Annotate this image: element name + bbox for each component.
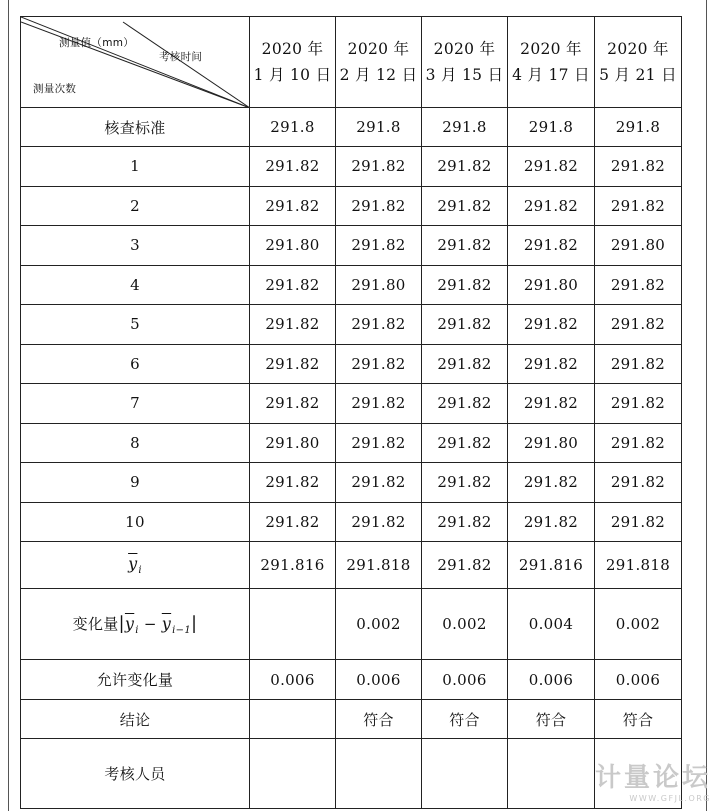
table-cell: 0.002	[422, 589, 508, 660]
table-cell: 291.8	[336, 108, 422, 147]
table-cell: 符合	[508, 700, 595, 739]
measurement-table	[20, 16, 682, 809]
table-cell: 291.82	[336, 463, 422, 503]
table-cell: 0.006	[508, 660, 595, 700]
table-cell: 291.82	[336, 423, 422, 463]
conclusion-row	[21, 700, 682, 739]
measurement-row-9	[21, 463, 682, 503]
table-cell: 291.82	[422, 186, 508, 226]
diag-count-label: 测量次数	[33, 83, 77, 95]
table-cell: 291.82	[595, 147, 682, 187]
mean-subscript: i	[138, 565, 142, 576]
table-cell: 291.82	[422, 344, 508, 384]
table-cell: 291.816	[508, 542, 595, 589]
measurement-number: 1	[21, 147, 250, 187]
table-cell: 291.82	[508, 226, 595, 266]
table-cell: 0.006	[250, 660, 336, 700]
table-cell: 291.82	[595, 186, 682, 226]
date-header-2: 2020 年 2 月 12 日	[336, 17, 422, 108]
table-cell: 291.80	[508, 423, 595, 463]
table-cell: 291.82	[595, 423, 682, 463]
table-cell: 291.82	[336, 147, 422, 187]
table-cell	[250, 700, 336, 739]
measurement-number: 3	[21, 226, 250, 266]
date-header-1: 2020 年 1 月 10 日	[250, 17, 336, 108]
table-cell: 291.82	[250, 502, 336, 542]
table-cell: 291.80	[508, 265, 595, 305]
diagonal-header-cell	[21, 17, 250, 108]
table-cell: 291.818	[336, 542, 422, 589]
table-cell: 291.82	[595, 463, 682, 503]
minus-sign: −	[143, 614, 157, 633]
abs-bar-right: |	[190, 612, 198, 634]
measurement-row-3	[21, 226, 682, 266]
table-cell: 0.004	[508, 589, 595, 660]
table-cell: 291.82	[422, 463, 508, 503]
mean-label	[21, 542, 250, 589]
table-cell: 291.82	[250, 265, 336, 305]
table-cell: 291.82	[508, 463, 595, 503]
table-cell: 291.82	[336, 502, 422, 542]
change-label-cell	[21, 589, 250, 660]
measurement-row-5	[21, 305, 682, 345]
measurement-row-10	[21, 502, 682, 542]
table-cell: 291.82	[422, 265, 508, 305]
measurement-row-6	[21, 344, 682, 384]
measurement-number: 10	[21, 502, 250, 542]
table-cell: 291.82	[422, 305, 508, 345]
table-cell: 291.82	[508, 384, 595, 424]
measurement-number: 5	[21, 305, 250, 345]
allowed-label: 允许变化量	[21, 660, 250, 700]
table-cell: 291.82	[595, 502, 682, 542]
mean-row	[21, 542, 682, 589]
abs-bar-left: |	[118, 612, 125, 634]
table-cell: 291.80	[336, 265, 422, 305]
table-cell: 291.82	[508, 344, 595, 384]
table-cell: 291.82	[508, 147, 595, 187]
diag-value-label: 测量值（mm）	[59, 37, 135, 49]
table-cell: 291.818	[595, 542, 682, 589]
conclusion-label: 结论	[21, 700, 250, 739]
table-cell: 291.82	[422, 384, 508, 424]
table-cell: 291.82	[250, 147, 336, 187]
table-cell: 0.002	[595, 589, 682, 660]
change-label: 变化量	[72, 614, 119, 633]
change-row	[21, 589, 682, 660]
table-cell: 0.006	[595, 660, 682, 700]
date-header-3: 2020 年 3 月 15 日	[422, 17, 508, 108]
table-cell: 291.80	[250, 423, 336, 463]
table-cell: 291.82	[422, 502, 508, 542]
table-cell: 291.82	[595, 344, 682, 384]
measurement-number: 8	[21, 423, 250, 463]
page-right-border	[706, 0, 707, 811]
table-cell	[508, 739, 595, 809]
table-cell	[336, 739, 422, 809]
table-cell: 291.8	[422, 108, 508, 147]
mean-symbol: $\overline{y}$	[128, 554, 138, 573]
table-cell: 291.816	[250, 542, 336, 589]
diag-time-label: 考核时间	[159, 51, 203, 63]
measurement-number: 7	[21, 384, 250, 424]
table-cell: 291.82	[508, 305, 595, 345]
standard-label: 核查标准	[21, 108, 250, 147]
table-cell: 291.82	[595, 265, 682, 305]
table-cell: 291.82	[250, 463, 336, 503]
date-header-4: 2020 年 4 月 17 日	[508, 17, 595, 108]
measurement-row-1	[21, 147, 682, 187]
examiner-label: 考核人员	[21, 739, 250, 809]
header-row	[21, 17, 682, 108]
table-cell: 291.82	[336, 344, 422, 384]
allowed-row	[21, 660, 682, 700]
table-cell: 291.82	[508, 502, 595, 542]
watermark-name: 计量论坛	[594, 763, 711, 793]
table-cell: 291.82	[336, 186, 422, 226]
table-cell: 291.82	[250, 344, 336, 384]
change-y-a: $\overline{y}$	[124, 613, 135, 633]
watermark-logo	[595, 757, 711, 803]
date-header-5: 2020 年 5 月 21 日	[595, 17, 682, 108]
table-cell: 0.006	[422, 660, 508, 700]
measurement-number: 6	[21, 344, 250, 384]
table-cell: 291.80	[595, 226, 682, 266]
table-cell: 符合	[595, 700, 682, 739]
measurement-number: 4	[21, 265, 250, 305]
table-cell: 291.82	[595, 305, 682, 345]
examiner-row	[21, 739, 682, 809]
table-cell: 291.82	[250, 305, 336, 345]
table-cell: 291.82	[250, 186, 336, 226]
table-cell	[422, 739, 508, 809]
table-cell: 291.82	[422, 423, 508, 463]
table-cell: 291.80	[250, 226, 336, 266]
table-cell: 符合	[336, 700, 422, 739]
change-y-b: $\overline{y}$	[161, 613, 172, 633]
table-cell: 291.82	[336, 384, 422, 424]
measurement-number: 2	[21, 186, 250, 226]
table-cell: 291.82	[336, 305, 422, 345]
measurement-row-2	[21, 186, 682, 226]
table-cell: 291.82	[595, 384, 682, 424]
table-cell	[250, 739, 336, 809]
change-sub-b: i−1	[172, 624, 191, 636]
measurement-row-7	[21, 384, 682, 424]
measurement-number: 9	[21, 463, 250, 503]
table-cell: 0.006	[336, 660, 422, 700]
table-cell: 0.002	[336, 589, 422, 660]
table-cell: 291.8	[508, 108, 595, 147]
table-cell: 291.82	[336, 226, 422, 266]
table-cell: 291.82	[422, 226, 508, 266]
watermark-url: WWW.GFJL.ORG	[629, 794, 711, 803]
standard-row	[21, 108, 682, 147]
measurement-row-8	[21, 423, 682, 463]
table-cell: 符合	[422, 700, 508, 739]
page-left-border	[8, 0, 9, 811]
measurement-row-4	[21, 265, 682, 305]
table-cell: 291.8	[595, 108, 682, 147]
table-cell: 291.82	[422, 542, 508, 589]
table-cell: 291.82	[422, 147, 508, 187]
table-cell: 291.82	[508, 186, 595, 226]
table-cell	[250, 589, 336, 660]
table-cell: 291.82	[250, 384, 336, 424]
change-sub-a: i	[135, 624, 139, 636]
table-cell: 291.8	[250, 108, 336, 147]
